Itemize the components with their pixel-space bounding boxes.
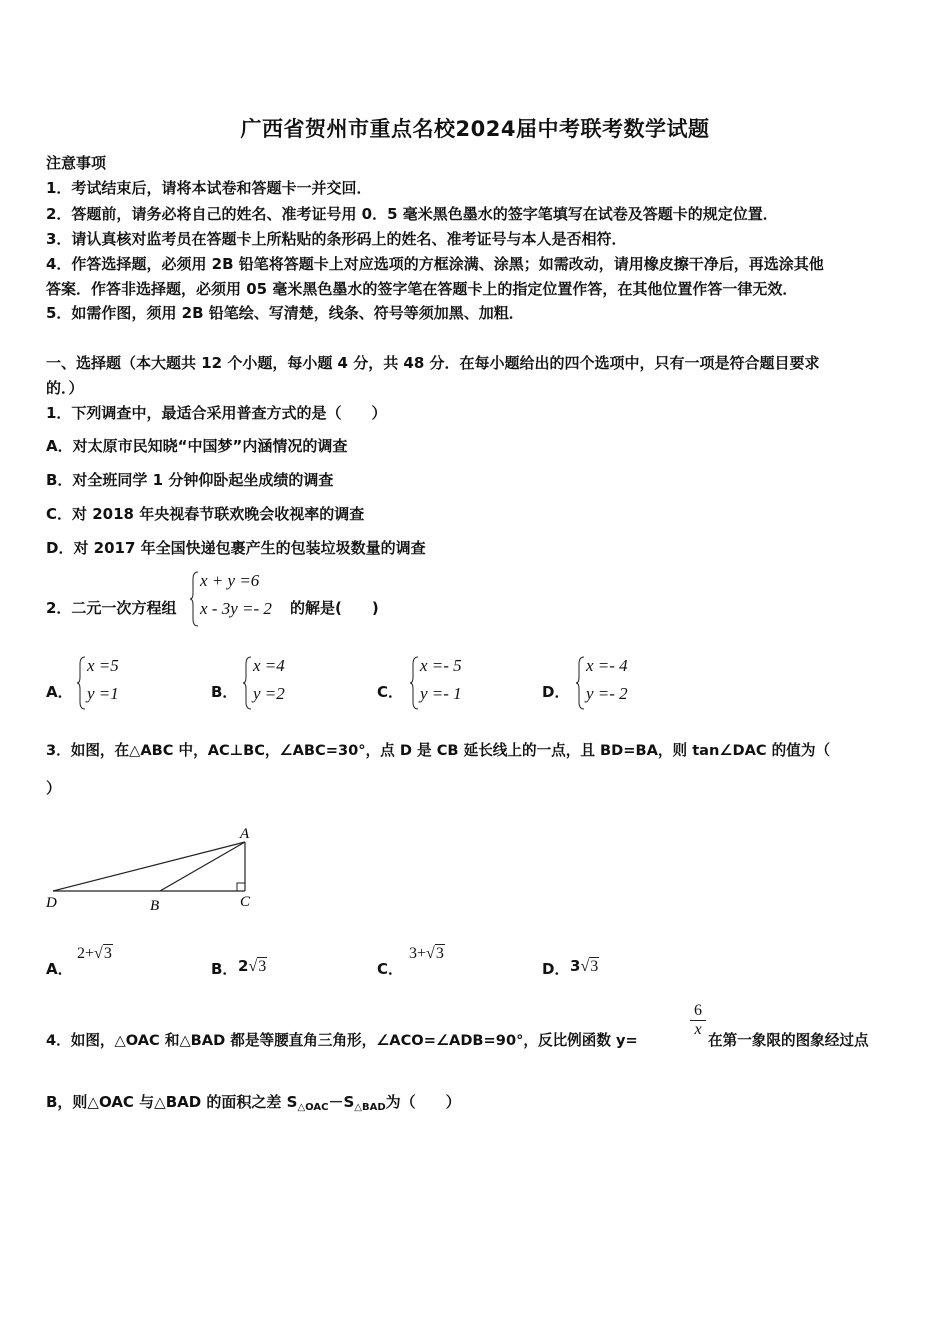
line-ba (160, 842, 245, 891)
question-1-stem: 1．下列调查中，最适合采用普查方式的是（ ） (46, 404, 387, 422)
radicand: 3 (590, 958, 599, 975)
q2-option-c-label: C． (377, 683, 404, 701)
question-4-suffix: 在第一象限的图象经过点 (708, 1032, 869, 1049)
option-x: x =4 (253, 656, 285, 675)
q1-option-c: C．对 2018 年央视春节联欢晚会收视率的调查 (46, 505, 365, 523)
section-heading: 一、选择题（本大题共 12 个小题，每小题 4 分，共 48 分．在每小题给出的四个选项中，只有一项是符合题目要求 (46, 354, 820, 372)
brace-icon (77, 656, 87, 710)
option-y: y =1 (87, 684, 119, 703)
q3-option-d-label: D． (542, 960, 570, 978)
expr-prefix: 3+ (409, 945, 427, 962)
q2-option-b-system (243, 656, 313, 712)
fraction-denominator: x (690, 1020, 706, 1039)
notice-item: 3．请认真核对监考员在答题卡上所粘贴的条形码上的姓名、准考证号与本人是否相符． (46, 230, 627, 248)
q2-option-a-system (77, 656, 147, 712)
expr-prefix: 2+ (77, 945, 95, 962)
brace-icon (190, 571, 200, 627)
line-da (53, 842, 245, 891)
point-d-label: D (46, 895, 57, 911)
line2-suffix: 为（ ） (385, 1093, 461, 1111)
q2-option-c-system (410, 656, 490, 712)
q2-option-a-label: A． (46, 683, 73, 701)
sqrt-icon: √ (248, 958, 258, 975)
question-4-line2 (46, 1091, 461, 1113)
notice-item: 1．考试结束后，请将本试卷和答题卡一并交回． (46, 179, 372, 197)
q1-option-d: D．对 2017 年全国快递包裹产生的包装垃圾数量的调查 (46, 539, 426, 557)
sqrt-icon: √ (426, 945, 435, 962)
subscript-oac: △OAC (297, 1102, 329, 1113)
equation-2: x - 3y =- 2 (200, 599, 272, 618)
q2-option-b-label: B． (211, 683, 238, 701)
option-y: y =2 (253, 684, 285, 703)
q3-option-c-expr (409, 945, 445, 963)
radicand: 3 (103, 945, 112, 962)
expr-prefix: 2 (238, 957, 249, 975)
q3-option-a-expr (77, 945, 113, 963)
q2-option-d-label: D． (542, 683, 570, 701)
brace-icon (576, 656, 586, 710)
notice-item: 4．作答选择题，必须用 2B 铅笔将答题卡上对应选项的方框涂满、涂黑；如需改动，请用橡皮擦干净后，再选涂其他 (46, 255, 824, 273)
question-4-prefix: 4．如图，△OAC 和△BAD 都是等腰直角三角形，∠ACO=∠ADB=90°，反比例函数 y= (46, 1032, 638, 1049)
notice-item: 5．如需作图，须用 2B 铅笔绘、写清楚，线条、符号等须加黑、加粗． (46, 304, 524, 322)
radicand: 3 (435, 945, 444, 962)
option-y: y =- 2 (586, 684, 628, 703)
q3-option-a-label: A． (46, 960, 73, 978)
point-b-label: B (150, 898, 160, 914)
q3-option-d-expr (570, 945, 599, 976)
q2-option-d-system (576, 656, 656, 712)
question-3-stem: 3．如图，在△ABC 中，AC⊥BC，∠ABC=30°，点 D 是 CB 延长线上的一点，且 BD=BA，则 tan∠DAC 的值为（ (46, 742, 831, 759)
fraction (690, 1002, 706, 1039)
q3-option-b-label: B． (211, 960, 238, 978)
sqrt-icon: √ (580, 958, 590, 975)
q3-option-b-expr (238, 945, 267, 976)
question-2-prefix: 2．二元一次方程组 (46, 599, 177, 617)
equation-1: x + y =6 (200, 571, 260, 590)
brace-icon (410, 656, 420, 710)
sqrt-icon: √ (94, 945, 103, 962)
option-x: x =- 4 (586, 656, 628, 675)
point-a-label: A (240, 826, 250, 842)
radicand: 3 (258, 958, 267, 975)
notice-heading: 注意事项 (46, 154, 107, 172)
minus-s: －S (328, 1093, 355, 1111)
q3-option-c-label: C． (377, 960, 404, 978)
option-x: x =- 5 (420, 656, 462, 675)
point-c-label: C (240, 894, 251, 910)
option-y: y =- 1 (420, 684, 462, 703)
q1-option-b: B．对全班同学 1 分钟仰卧起坐成绩的调查 (46, 471, 334, 489)
question-3-stem-end: ） (46, 779, 62, 797)
triangle-figure (40, 822, 260, 917)
option-x: x =5 (87, 656, 119, 675)
right-angle-mark (237, 883, 245, 891)
q2-equation-system (190, 571, 300, 631)
question-2-suffix: 的解是( ) (290, 599, 379, 617)
fraction-numerator: 6 (694, 1002, 702, 1019)
notice-item: 答案．作答非选择题，必须用 05 毫米黑色墨水的签字笔在答题卡上的指定位置作答，在其他位置作答一律无效． (46, 280, 798, 298)
brace-icon (243, 656, 253, 710)
line2-prefix: B，则△OAC 与△BAD 的面积之差 S (46, 1093, 298, 1111)
notice-item: 2．答题前，请务必将自己的姓名、准考证号用 0．5 毫米黑色墨水的签字笔填写在试卷及答题卡的规定位置． (46, 205, 778, 223)
expr-prefix: 3 (570, 957, 581, 975)
q1-option-a: A．对太原市民知晓“中国梦”内涵情况的调查 (46, 437, 348, 455)
subscript-bad: △BAD (354, 1102, 386, 1113)
section-heading-cont: 的．） (46, 379, 84, 397)
page-title: 广西省贺州市重点名校2024届中考联考数学试题 (240, 117, 710, 141)
